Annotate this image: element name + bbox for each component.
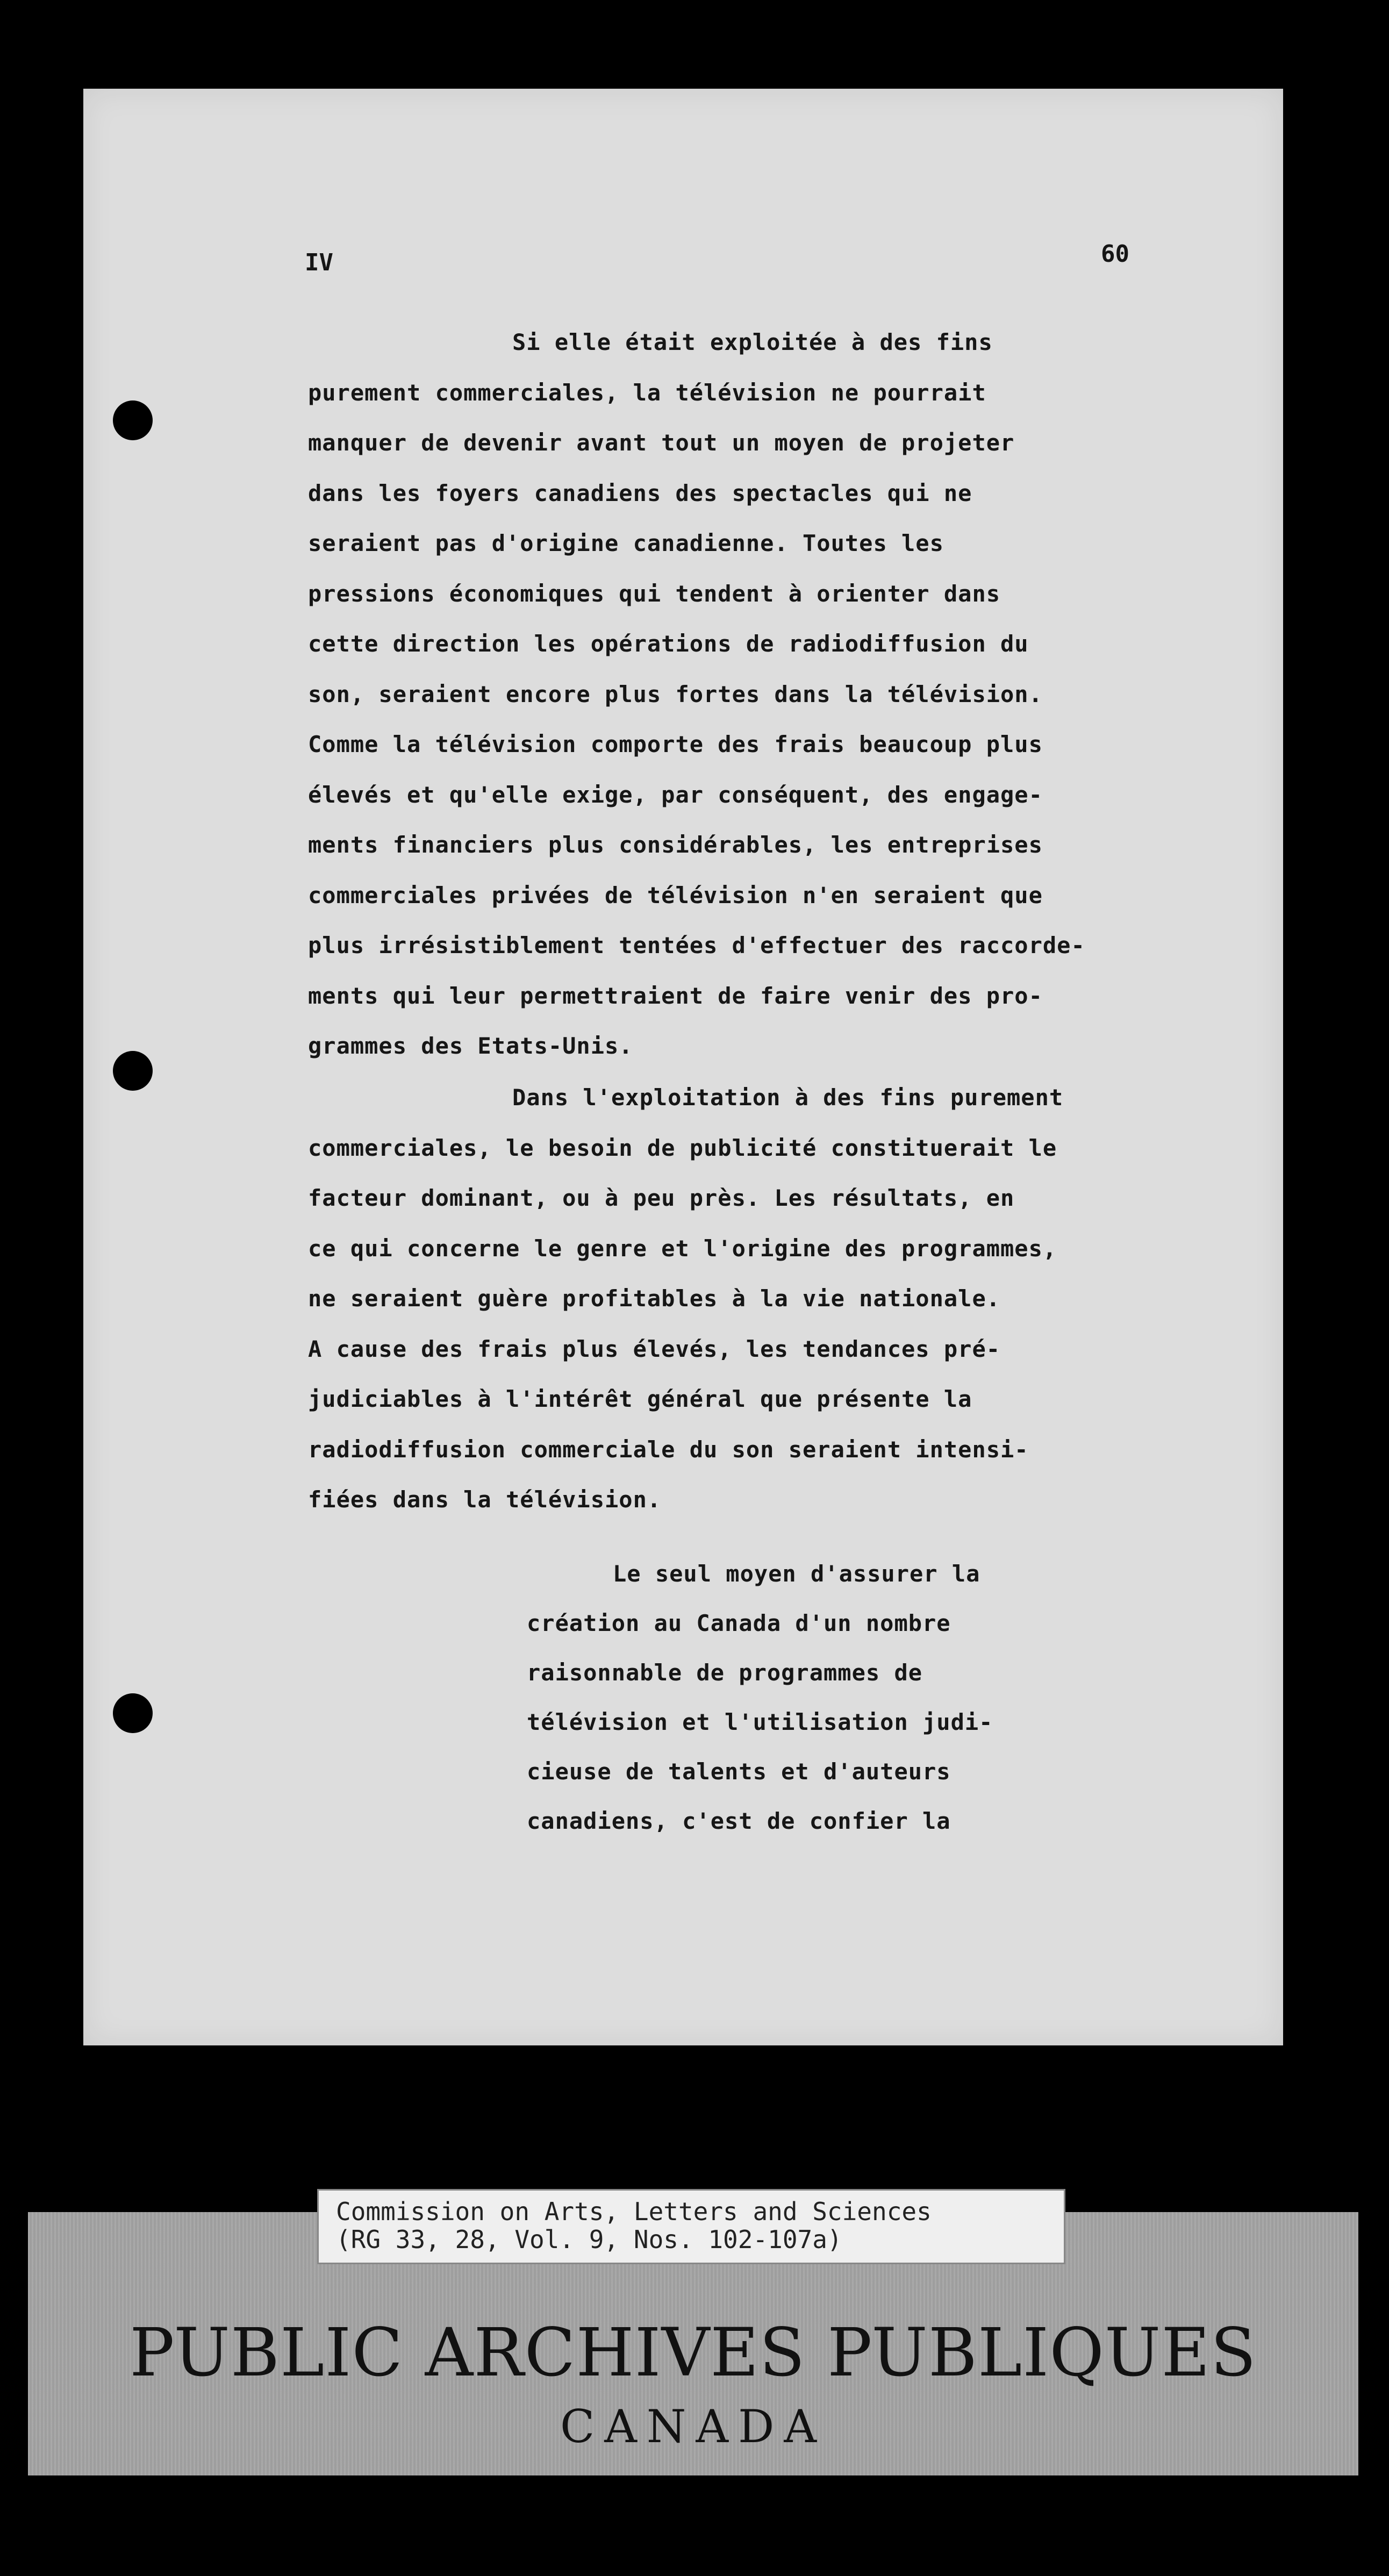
text-line: dans les foyers canadiens des spectacles qui ne	[308, 480, 972, 506]
text-line: manquer de devenir avant tout un moyen de projeter	[308, 430, 1015, 456]
paragraph-3-indented-block	[527, 1549, 993, 1846]
collection-title: Commission on Arts, Letters and Sciences	[336, 2197, 932, 2226]
text-line: commerciales, le besoin de publicité constituerait le	[308, 1134, 1057, 1161]
archive-country: CANADA	[560, 2400, 827, 2453]
paragraph-1	[308, 317, 1085, 1071]
text-line: élevés et qu'elle exige, par conséquent, des engage-	[308, 781, 1043, 808]
punch-hole	[113, 1051, 153, 1091]
text-line: plus irrésistiblement tentées d'effectuer des raccorde-	[308, 932, 1085, 958]
page-number: 60	[1101, 240, 1129, 268]
text-line: ments qui leur permettraient de faire venir des pro-	[308, 982, 1043, 1009]
text-line: Le seul moyen d'assurer la	[613, 1561, 980, 1587]
text-line: Si elle était exploitée à des fins	[512, 329, 993, 355]
punch-hole	[113, 400, 153, 440]
text-line: seraient pas d'origine canadienne. Toutes les	[308, 530, 944, 556]
text-line: cette direction les opérations de radiodiffusion du	[308, 631, 1029, 657]
text-line: Dans l'exploitation à des fins purement	[512, 1084, 1064, 1111]
text-line: création au Canada d'un nombre	[527, 1610, 951, 1636]
text-line: ments financiers plus considérables, les entreprises	[308, 832, 1043, 858]
punch-hole	[113, 1693, 153, 1733]
text-line: grammes des Etats-Unis.	[308, 1033, 633, 1059]
text-line: facteur dominant, ou à peu près. Les résultats, en	[308, 1185, 1015, 1211]
paragraph-2	[308, 1072, 1063, 1525]
text-line: judiciables à l'intérêt général que présente la	[308, 1386, 972, 1412]
text-line: son, seraient encore plus fortes dans la télévision.	[308, 681, 1043, 707]
text-line: télévision et l'utilisation judi-	[527, 1709, 993, 1735]
text-line: raisonnable de programmes de	[527, 1659, 923, 1686]
text-line: radiodiffusion commerciale du son seraient intensi-	[308, 1436, 1029, 1463]
text-line: commerciales privées de télévision n'en seraient que	[308, 882, 1043, 908]
section-number: IV	[305, 249, 333, 276]
text-line: ce qui concerne le genre et l'origine des programmes,	[308, 1235, 1057, 1262]
text-line: fiées dans la télévision.	[308, 1486, 662, 1513]
typed-page	[83, 89, 1283, 2045]
text-line: A cause des frais plus élevés, les tendances pré-	[308, 1335, 1001, 1362]
text-line: canadiens, c'est de confier la	[527, 1808, 951, 1834]
collection-reference: (RG 33, 28, Vol. 9, Nos. 102-107a)	[336, 2225, 842, 2254]
text-line: pressions économiques qui tendent à orienter dans	[308, 580, 1001, 607]
text-line: Comme la télévision comporte des frais beaucoup plus	[308, 731, 1043, 757]
text-line: purement commerciales, la télévision ne pourrait	[308, 379, 986, 406]
text-line: ne seraient guère profitables à la vie nationale.	[308, 1285, 1001, 1312]
archive-name: PUBLIC ARCHIVES PUBLIQUES	[130, 2314, 1257, 2392]
collection-sticker	[317, 2189, 1065, 2264]
text-line: cieuse de talents et d'auteurs	[527, 1758, 951, 1785]
